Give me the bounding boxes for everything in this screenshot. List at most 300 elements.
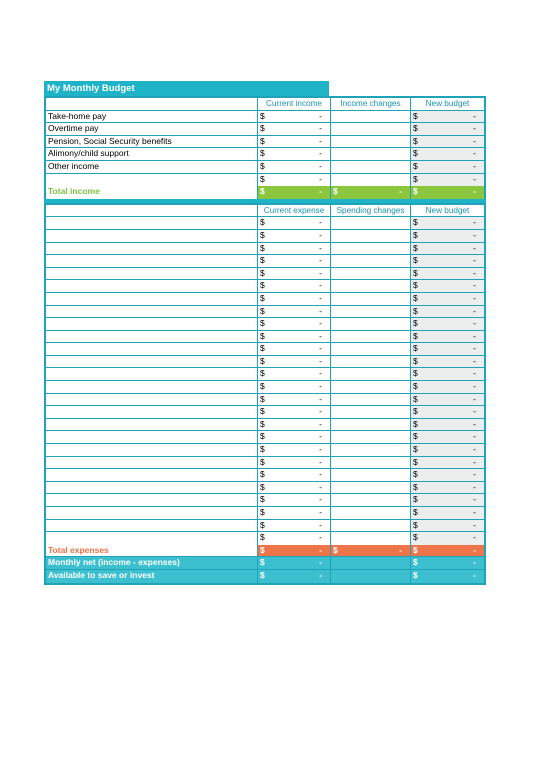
new-budget-cell[interactable]	[411, 148, 484, 160]
expense-row	[46, 356, 484, 369]
currency-sign: $	[413, 469, 418, 480]
spending-changes-cell[interactable]	[331, 419, 411, 431]
current-expense-cell[interactable]	[258, 406, 331, 418]
title-row	[44, 81, 486, 96]
new-budget-cell[interactable]	[411, 293, 484, 305]
current-expense-cell[interactable]	[258, 331, 331, 343]
current-expense-cell[interactable]	[258, 318, 331, 330]
spending-changes-cell[interactable]	[331, 494, 411, 506]
new-budget-cell[interactable]	[411, 123, 484, 135]
expense-label[interactable]	[46, 331, 258, 343]
amount: -	[319, 544, 322, 555]
income-header-row	[46, 98, 484, 111]
amount: -	[319, 557, 322, 568]
new-budget-cell[interactable]	[411, 243, 484, 255]
amount: -	[319, 229, 322, 240]
current-income-cell[interactable]	[258, 136, 331, 148]
expense-label[interactable]	[46, 343, 258, 355]
current-expense-cell[interactable]	[258, 431, 331, 443]
currency-sign: $	[260, 255, 265, 266]
spending-changes-cell[interactable]	[331, 217, 411, 229]
expense-row	[46, 318, 484, 331]
amount: -	[473, 110, 476, 121]
expense-label[interactable]	[46, 406, 258, 418]
expense-header-blank	[46, 205, 258, 217]
income-label[interactable]	[46, 174, 258, 187]
currency-sign: $	[413, 123, 418, 134]
expense-row	[46, 217, 484, 230]
amount: -	[319, 242, 322, 253]
currency-sign: $	[413, 280, 418, 291]
current-expense-cell[interactable]	[258, 217, 331, 229]
new-budget-cell[interactable]	[411, 419, 484, 431]
total-current-expense	[258, 545, 331, 557]
current-expense-cell[interactable]	[258, 482, 331, 494]
new-budget-cell[interactable]	[411, 331, 484, 343]
budget-sheet	[44, 81, 486, 585]
amount: -	[473, 519, 476, 530]
currency-sign: $	[260, 456, 265, 467]
spending-changes-cell[interactable]	[331, 431, 411, 443]
currency-sign: $	[333, 544, 338, 555]
new-budget-cell[interactable]	[411, 394, 484, 406]
currency-sign: $	[333, 186, 338, 197]
currency-sign: $	[260, 229, 265, 240]
amount: -	[319, 292, 322, 303]
amount: -	[319, 217, 322, 228]
total-income-changes	[331, 186, 411, 199]
amount: -	[473, 368, 476, 379]
expense-label[interactable]	[46, 268, 258, 280]
current-expense-cell[interactable]	[258, 394, 331, 406]
amount: -	[319, 135, 322, 146]
expense-label[interactable]	[46, 217, 258, 229]
amount: -	[473, 123, 476, 134]
currency-sign: $	[413, 292, 418, 303]
expense-label[interactable]	[46, 444, 258, 456]
new-budget-cell[interactable]	[411, 174, 484, 187]
new-budget-cell[interactable]	[411, 381, 484, 393]
expense-row	[46, 520, 484, 533]
spending-changes-cell[interactable]	[331, 482, 411, 494]
currency-sign: $	[260, 393, 265, 404]
expense-row	[46, 368, 484, 381]
new-budget-cell[interactable]	[411, 520, 484, 532]
currency-sign: $	[260, 494, 265, 505]
expense-label[interactable]	[46, 293, 258, 305]
amount: -	[473, 418, 476, 429]
currency-sign: $	[413, 444, 418, 455]
expense-row	[46, 230, 484, 243]
amount: -	[473, 406, 476, 417]
spending-changes-cell[interactable]	[331, 306, 411, 318]
currency-sign: $	[260, 569, 265, 580]
current-expense-cell[interactable]	[258, 444, 331, 456]
expense-label[interactable]	[46, 469, 258, 481]
total-income-new-budget	[411, 186, 484, 199]
current-expense-cell[interactable]	[258, 306, 331, 318]
currency-sign: $	[413, 330, 418, 341]
currency-sign: $	[260, 406, 265, 417]
currency-sign: $	[260, 135, 265, 146]
income-label[interactable]: Take-home pay	[46, 111, 258, 123]
currency-sign: $	[260, 355, 265, 366]
income-row	[46, 136, 484, 149]
current-income-header: Current income	[258, 98, 331, 110]
amount: -	[319, 456, 322, 467]
spending-changes-cell[interactable]	[331, 318, 411, 330]
amount: -	[473, 160, 476, 171]
spending-changes-cell[interactable]	[331, 368, 411, 380]
currency-sign: $	[413, 242, 418, 253]
expense-label[interactable]	[46, 306, 258, 318]
amount: -	[473, 242, 476, 253]
currency-sign: $	[260, 173, 265, 184]
expense-label[interactable]	[46, 368, 258, 380]
spending-changes-cell[interactable]	[331, 293, 411, 305]
income-header-blank	[46, 98, 258, 110]
expense-row	[46, 494, 484, 507]
expense-label[interactable]	[46, 255, 258, 267]
amount: -	[319, 318, 322, 329]
currency-sign: $	[260, 557, 265, 568]
expense-label[interactable]	[46, 520, 258, 532]
amount: -	[319, 173, 322, 184]
amount: -	[319, 418, 322, 429]
currency-sign: $	[413, 494, 418, 505]
amount: -	[473, 494, 476, 505]
spending-changes-cell[interactable]	[331, 469, 411, 481]
monthly-net-changes	[331, 557, 411, 569]
income-changes-cell[interactable]	[331, 148, 411, 160]
current-expense-cell[interactable]	[258, 520, 331, 532]
income-changes-cell[interactable]	[331, 136, 411, 148]
expense-header-row	[46, 205, 484, 218]
expense-row	[46, 444, 484, 457]
expense-label[interactable]	[46, 280, 258, 292]
amount: -	[473, 557, 476, 568]
currency-sign: $	[260, 368, 265, 379]
total-expense-new-budget	[411, 545, 484, 557]
new-budget-cell[interactable]	[411, 482, 484, 494]
currency-sign: $	[260, 481, 265, 492]
expense-label[interactable]	[46, 507, 258, 519]
currency-sign: $	[260, 507, 265, 517]
spending-changes-cell[interactable]	[331, 457, 411, 469]
amount: -	[473, 507, 476, 517]
income-changes-cell[interactable]	[331, 161, 411, 173]
new-budget-cell[interactable]	[411, 507, 484, 519]
spending-changes-header: Spending changes	[331, 205, 411, 217]
income-changes-cell[interactable]	[331, 123, 411, 135]
amount: -	[319, 532, 322, 543]
spending-changes-cell[interactable]	[331, 394, 411, 406]
available-changes	[331, 570, 411, 583]
currency-sign: $	[413, 110, 418, 121]
new-budget-cell[interactable]	[411, 217, 484, 229]
spending-changes-cell[interactable]	[331, 532, 411, 545]
amount: -	[319, 305, 322, 316]
expense-label[interactable]	[46, 394, 258, 406]
amount: -	[319, 469, 322, 480]
amount: -	[319, 355, 322, 366]
expense-label[interactable]	[46, 457, 258, 469]
currency-sign: $	[413, 431, 418, 442]
expense-label[interactable]	[46, 532, 258, 545]
available-label: Available to save or invest	[46, 570, 258, 583]
amount: -	[473, 330, 476, 341]
total-expenses-row	[46, 545, 484, 558]
available-new-budget	[411, 570, 484, 583]
amount: -	[319, 393, 322, 404]
currency-sign: $	[413, 186, 418, 197]
expense-row	[46, 532, 484, 545]
currency-sign: $	[413, 393, 418, 404]
new-budget-cell[interactable]	[411, 532, 484, 545]
amount: -	[473, 318, 476, 329]
amount: -	[473, 544, 476, 555]
currency-sign: $	[260, 519, 265, 530]
new-budget-cell[interactable]	[411, 431, 484, 443]
expense-row	[46, 331, 484, 344]
currency-sign: $	[413, 481, 418, 492]
currency-sign: $	[260, 148, 265, 159]
expense-row	[46, 343, 484, 356]
currency-sign: $	[260, 444, 265, 455]
currency-sign: $	[260, 431, 265, 442]
income-changes-cell[interactable]	[331, 111, 411, 123]
spending-changes-cell[interactable]	[331, 331, 411, 343]
spending-changes-cell[interactable]	[331, 255, 411, 267]
monthly-net-new-budget	[411, 557, 484, 569]
current-income-cell[interactable]	[258, 148, 331, 160]
amount: -	[473, 381, 476, 392]
spending-changes-cell[interactable]	[331, 268, 411, 280]
current-income-cell[interactable]	[258, 123, 331, 135]
currency-sign: $	[260, 242, 265, 253]
new-budget-cell[interactable]	[411, 111, 484, 123]
amount: -	[319, 267, 322, 278]
amount: -	[319, 381, 322, 392]
spending-changes-cell[interactable]	[331, 444, 411, 456]
currency-sign: $	[413, 135, 418, 146]
currency-sign: $	[413, 456, 418, 467]
currency-sign: $	[413, 229, 418, 240]
new-budget-cell[interactable]	[411, 343, 484, 355]
current-income-cell[interactable]	[258, 161, 331, 173]
expense-row	[46, 457, 484, 470]
income-row	[46, 123, 484, 136]
current-expense-cell[interactable]	[258, 230, 331, 242]
expense-row	[46, 280, 484, 293]
new-budget-cell[interactable]	[411, 368, 484, 380]
new-budget-cell[interactable]	[411, 494, 484, 506]
total-income-row	[46, 186, 484, 199]
currency-sign: $	[260, 544, 265, 555]
new-budget-cell[interactable]	[411, 356, 484, 368]
expense-row	[46, 293, 484, 306]
expense-label[interactable]	[46, 482, 258, 494]
amount: -	[473, 481, 476, 492]
expense-label[interactable]	[46, 431, 258, 443]
income-label[interactable]: Alimony/child support	[46, 148, 258, 160]
current-expense-cell[interactable]	[258, 293, 331, 305]
expense-row	[46, 507, 484, 520]
current-expense-cell[interactable]	[258, 419, 331, 431]
amount: -	[319, 343, 322, 354]
current-expense-cell[interactable]	[258, 356, 331, 368]
spending-changes-cell[interactable]	[331, 343, 411, 355]
amount: -	[473, 343, 476, 354]
current-income-cell[interactable]	[258, 111, 331, 123]
spending-changes-cell[interactable]	[331, 406, 411, 418]
monthly-net-current	[258, 557, 331, 569]
amount: -	[319, 406, 322, 417]
expense-label[interactable]	[46, 381, 258, 393]
amount: -	[319, 431, 322, 442]
currency-sign: $	[413, 418, 418, 429]
currency-sign: $	[413, 355, 418, 366]
current-expense-cell[interactable]	[258, 507, 331, 519]
expense-row	[46, 255, 484, 268]
new-budget-cell[interactable]	[411, 457, 484, 469]
expense-label[interactable]	[46, 318, 258, 330]
income-changes-header: Income changes	[331, 98, 411, 110]
monthly-net-label: Monthly net (income - expenses)	[46, 557, 258, 569]
amount: -	[473, 186, 476, 197]
expense-row	[46, 268, 484, 281]
new-budget-cell[interactable]	[411, 280, 484, 292]
amount: -	[473, 173, 476, 184]
currency-sign: $	[413, 368, 418, 379]
new-budget-cell[interactable]	[411, 406, 484, 418]
new-budget-cell[interactable]	[411, 444, 484, 456]
amount: -	[473, 456, 476, 467]
amount: -	[319, 160, 322, 171]
monthly-net-row	[46, 557, 484, 570]
currency-sign: $	[260, 318, 265, 329]
expense-row	[46, 394, 484, 407]
new-budget-cell[interactable]	[411, 230, 484, 242]
amount: -	[473, 292, 476, 303]
amount: -	[319, 280, 322, 291]
currency-sign: $	[413, 381, 418, 392]
currency-sign: $	[413, 267, 418, 278]
amount: -	[399, 186, 402, 197]
current-expense-cell[interactable]	[258, 243, 331, 255]
income-label[interactable]: Overtime pay	[46, 123, 258, 135]
new-budget-cell[interactable]	[411, 136, 484, 148]
currency-sign: $	[260, 381, 265, 392]
currency-sign: $	[413, 173, 418, 184]
new-budget-cell[interactable]	[411, 306, 484, 318]
current-expense-cell[interactable]	[258, 255, 331, 267]
current-income-cell[interactable]	[258, 174, 331, 187]
current-expense-cell[interactable]	[258, 494, 331, 506]
currency-sign: $	[413, 544, 418, 555]
spending-changes-cell[interactable]	[331, 381, 411, 393]
expense-label[interactable]	[46, 494, 258, 506]
income-section	[44, 96, 486, 199]
amount: -	[473, 355, 476, 366]
currency-sign: $	[413, 507, 418, 517]
amount: -	[319, 255, 322, 266]
available-current	[258, 570, 331, 583]
income-changes-cell[interactable]	[331, 174, 411, 187]
spending-changes-cell[interactable]	[331, 520, 411, 532]
new-budget-cell[interactable]	[411, 268, 484, 280]
expense-row	[46, 419, 484, 432]
amount: -	[319, 330, 322, 341]
currency-sign: $	[260, 186, 265, 197]
income-label[interactable]: Pension, Social Security benefits	[46, 136, 258, 148]
expense-label[interactable]	[46, 419, 258, 431]
amount: -	[473, 280, 476, 291]
expense-row	[46, 469, 484, 482]
currency-sign: $	[413, 217, 418, 228]
amount: -	[473, 444, 476, 455]
current-expense-cell[interactable]	[258, 469, 331, 481]
currency-sign: $	[413, 148, 418, 159]
current-expense-cell[interactable]	[258, 280, 331, 292]
spending-changes-cell[interactable]	[331, 356, 411, 368]
spending-changes-cell[interactable]	[331, 280, 411, 292]
new-budget-cell[interactable]	[411, 469, 484, 481]
amount: -	[473, 135, 476, 146]
current-expense-cell[interactable]	[258, 368, 331, 380]
expense-label[interactable]	[46, 243, 258, 255]
current-expense-cell[interactable]	[258, 532, 331, 545]
currency-sign: $	[260, 330, 265, 341]
expense-row	[46, 482, 484, 495]
new-budget-cell[interactable]	[411, 161, 484, 173]
currency-sign: $	[413, 255, 418, 266]
current-expense-cell[interactable]	[258, 268, 331, 280]
amount: -	[473, 393, 476, 404]
amount: -	[319, 123, 322, 134]
amount: -	[473, 431, 476, 442]
spending-changes-cell[interactable]	[331, 230, 411, 242]
income-row	[46, 161, 484, 174]
amount: -	[319, 519, 322, 530]
total-spending-changes	[331, 545, 411, 557]
currency-sign: $	[413, 569, 418, 580]
current-expense-cell[interactable]	[258, 457, 331, 469]
currency-sign: $	[260, 343, 265, 354]
current-expense-cell[interactable]	[258, 381, 331, 393]
new-budget-cell[interactable]	[411, 318, 484, 330]
expense-label[interactable]	[46, 230, 258, 242]
currency-sign: $	[260, 217, 265, 228]
expense-rows	[46, 217, 484, 544]
amount: -	[473, 469, 476, 480]
expense-row	[46, 243, 484, 256]
income-rows	[46, 111, 484, 187]
income-label[interactable]: Other income	[46, 161, 258, 173]
current-expense-cell[interactable]	[258, 343, 331, 355]
currency-sign: $	[413, 532, 418, 543]
new-budget-cell[interactable]	[411, 255, 484, 267]
currency-sign: $	[260, 267, 265, 278]
amount: -	[473, 267, 476, 278]
spending-changes-cell[interactable]	[331, 507, 411, 519]
total-current-income	[258, 186, 331, 199]
expense-label[interactable]	[46, 356, 258, 368]
page-title: My Monthly Budget	[44, 81, 329, 96]
spending-changes-cell[interactable]	[331, 243, 411, 255]
expense-row	[46, 306, 484, 319]
currency-sign: $	[260, 280, 265, 291]
